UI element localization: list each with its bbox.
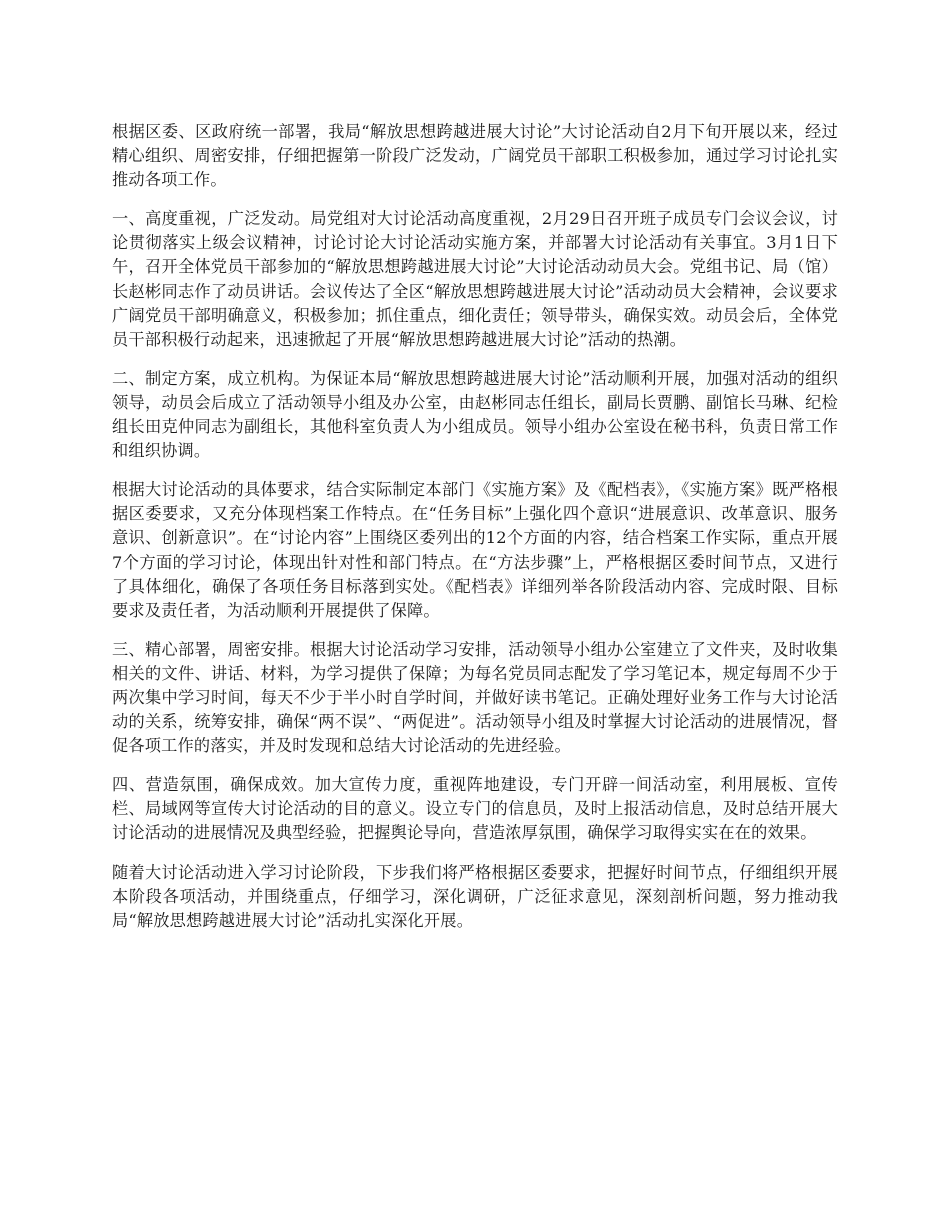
- paragraph-section-2-detail: 根据大讨论活动的具体要求，结合实际制定本部门《实施方案》及《配档表》，《实施方案》既严格根据区委要求，又充分体现档案工作特点。在“任务目标”上强化四个意识“进展意识、改革意识、服务意识、创新意识”。在“讨论内容”上围绕区委列出的12个方面的内容，结合档案工作实际，重点开展7个方面的学习讨论，体现出针对性和部门特点。在“方法步骤”上，严格根据区委时间节点，又进行了具体细化，确保了各项任务目标落到实处。《配档表》详细列举各阶段活动内容、完成时限、目标要求及责任者，为活动顺利开展提供了保障。: [112, 480, 838, 620]
- paragraph-section-1: 一、高度重视，广泛发动。局党组对大讨论活动高度重视，2月29日召开班子成员专门会议会议，讨论贯彻落实上级会议精神，讨论讨论大讨论活动实施方案，并部署大讨论活动有关事宜。3月1日下午，召开全体党员干部参加的“解放思想跨越进展大讨论”大讨论活动动员大会。党组书记、局（馆）长赵彬同志作了动员讲话。会议传达了全区“解放思想跨越进展大讨论”活动动员大会精神，会议要求广阔党员干部明确意义，积极参加；抓住重点，细化责任；领导带头，确保实效。动员会后，全体党员干部积极行动起来，迅速掀起了开展“解放思想跨越进展大讨论”活动的热潮。: [112, 209, 838, 349]
- paragraph-section-3: 三、精心部署，周密安排。根据大讨论活动学习安排，活动领导小组办公室建立了文件夹，及时收集相关的文件、讲话、材料，为学习提供了保障；为每名党员同志配发了学习笔记本，规定每周不少于两次集中学习时间，每天不少于半小时自学时间，并做好读书笔记。正确处理好业务工作与大讨论活动的关系，统筹安排，确保“两不误”、“两促进”。活动领导小组及时掌握大讨论活动的进展情况，督促各项工作的落实，并及时发现和总结大讨论活动的先进经验。: [112, 639, 838, 756]
- document-body: [112, 120, 838, 933]
- paragraph-conclusion: 随着大讨论活动进入学习讨论阶段，下步我们将严格根据区委要求，把握好时间节点，仔细组织开展本阶段各项活动，并围绕重点，仔细学习，深化调研，广泛征求意见，深刻剖析问题，努力推动我局“解放思想跨越进展大讨论”活动扎实深化开展。: [112, 862, 838, 930]
- paragraph-section-4: 四、营造氛围，确保成效。加大宣传力度，重视阵地建设，专门开辟一间活动室，利用展板、宣传栏、局域网等宣传大讨论活动的目的意义。设立专门的信息员，及时上报活动信息，及时总结开展大讨论活动的进展情况及典型经验，把握舆论导向，营造浓厚氛围，确保学习取得实实在在的效果。: [112, 775, 838, 843]
- paragraph-section-2: 二、制定方案，成立机构。为保证本局“解放思想跨越进展大讨论”活动顺利开展，加强对活动的组织领导，动员会后成立了活动领导小组及办公室，由赵彬同志任组长，副局长贾鹏、副馆长马琳、纪检组长田克仲同志为副组长，其他科室负责人为小组成员。领导小组办公室设在秘书科，负责日常工作和组织协调。: [112, 368, 838, 461]
- paragraph-intro: 根据区委、区政府统一部署，我局“解放思想跨越进展大讨论”大讨论活动自2月下旬开展以来，经过精心组织、周密安排，仔细把握第一阶段广泛发动，广阔党员干部职工积极参加，通过学习讨论扎实推动各项工作。: [112, 122, 838, 190]
